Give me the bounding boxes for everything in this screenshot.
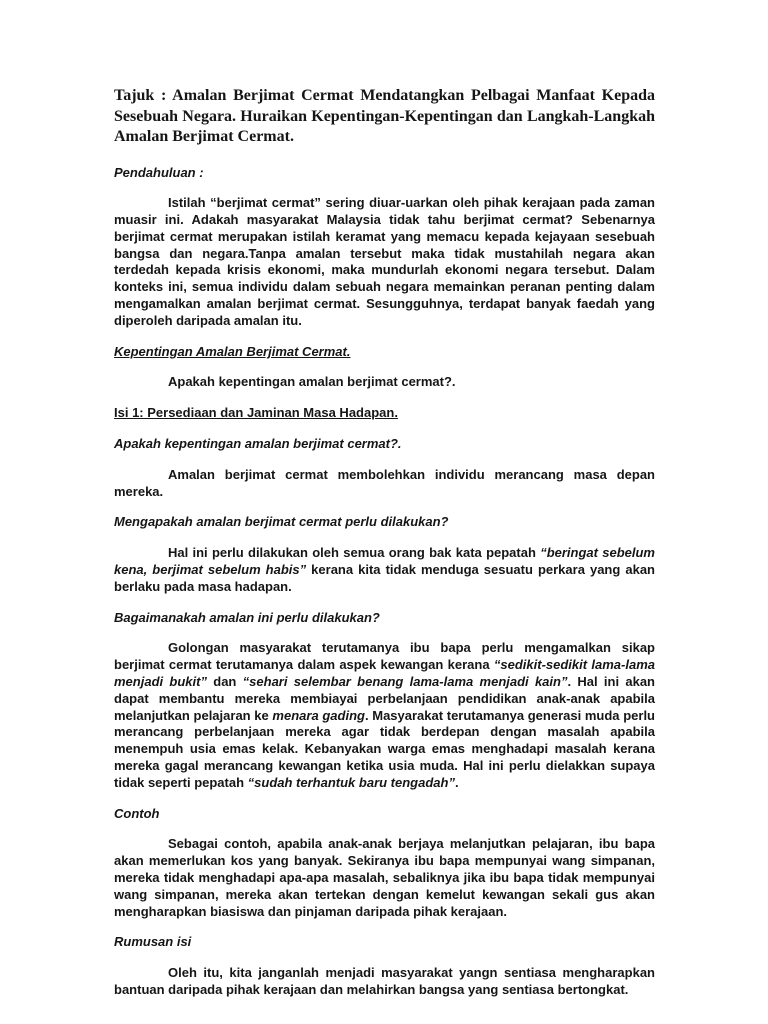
- paragraph-contoh: Sebagai contoh, apabila anak-anak berjaya melanjutkan pelajaran, ibu bapa akan memerlukan kos yang banyak. Sekiranya ibu bapa mempunyai wang simpanan, mereka tidak menghadapi apa-apa masalah, sebaliknya jika ibu bapa tidak mempunyai wang simpanan, mereka akan tertekan dengan kemelut kewangan sekali gus akan mengharapkan biasiswa dan pinjaman daripada pihak kerajaan.: [114, 836, 655, 919]
- heading-bagaimanakah: Bagaimanakah amalan ini perlu dilakukan?: [114, 609, 380, 625]
- paragraph-hal-ini: Hal ini perlu dilakukan oleh semua orang bak kata pepatah “beringat sebelum kena, berjimat sebelum habis” kerana kita tidak menduga sesuatu perkara yang akan berlaku pada masa hadapan.: [114, 545, 655, 594]
- heading-pendahuluan: Pendahuluan :: [114, 164, 204, 180]
- heading-rumusan-isi: Rumusan isi: [114, 934, 192, 950]
- document-title: Tajuk : Amalan Berjimat Cermat Mendatangkan Pelbagai Manfaat Kepada Sesebuah Negara. Huraikan Kepentingan-Kepentingan dan Langkah-Langkah Amalan Berjimat Cermat.: [114, 87, 655, 145]
- line-question-apakah: Apakah kepentingan amalan berjimat cermat?.: [168, 374, 456, 390]
- paragraph-intro: Istilah “berjimat cermat” sering diuar-uarkan oleh pihak kerajaan pada zaman muasir ini. Adakah masyarakat Malaysia tidak tahu berjimat cermat? Sebenarnya berjimat cermat merupakan istilah keramat yang memacu kepada kejayaan sesebuah bangsa dan negara.Tanpa amalan tersebut maka tidak mustahilah negara akan terdedah kepada krisis ekonomi, maka mundurlah ekonomi negara tersebut. Dalam konteks ini, semua individu dalam sebuah negara memainkan peranan penting dalam mengamalkan amalan berjimat cermat. Sesungguhnya, terdapat banyak faedah yang diperoleh daripada amalan itu.: [114, 195, 655, 328]
- paragraph-golongan: Golongan masyarakat terutamanya ibu bapa perlu mengamalkan sikap berjimat cermat terutamanya dalam aspek kewangan kerana “sedikit-sedikit lama-lama menjadi bukit” dan “sehari selembar benang lama-lama menjadi kain”. Hal ini akan dapat membantu mereka membiayai perbelanjaan pendidikan anak-anak apabila melanjutkan pelajaran ke menara gading. Masyarakat terutamanya generasi muda perlu merancang perbelanjaan mereka agar tidak berdepan dengan masalah apabila menempuh usia emas kelak. Kebanyakan warga emas menghadapi masalah kerana mereka gagal merancang kewangan ketika usia muda. Hal ini perlu dielakkan supaya tidak seperti pepatah “sudah terhantuk baru tengadah”.: [114, 640, 655, 790]
- paragraph-amalan: Amalan berjimat cermat membolehkan individu merancang masa depan mereka.: [114, 466, 655, 499]
- heading-contoh: Contoh: [114, 805, 160, 821]
- heading-kepentingan: Kepentingan Amalan Berjimat Cermat.: [114, 343, 351, 359]
- paragraph-rumusan: Oleh itu, kita janganlah menjadi masyarakat yangn sentiasa mengharapkan bantuan daripada pihak kerajaan dan melahirkan bangsa yang sentiasa bertongkat.: [114, 965, 655, 997]
- heading-isi-1: Isi 1: Persediaan dan Jaminan Masa Hadapan.: [114, 405, 398, 421]
- heading-mengapakah: Mengapakah amalan berjimat cermat perlu dilakukan?: [114, 514, 449, 530]
- heading-apakah-italic: Apakah kepentingan amalan berjimat cermat?.: [114, 436, 402, 452]
